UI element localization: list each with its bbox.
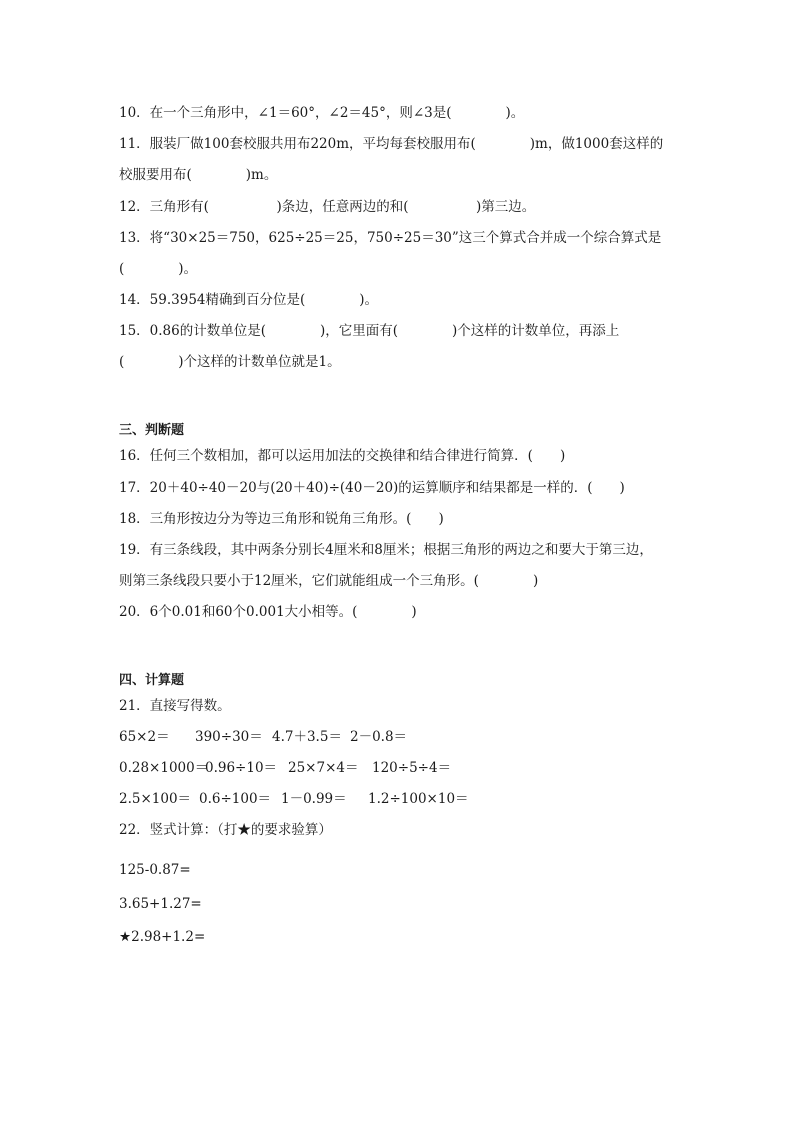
question-15-line-2: ( )个这样的计数单位就是1。 [119, 354, 341, 370]
question-19-line-1: 19．有三条线段，其中两条分别长4厘米和8厘米；根据三角形的两边之和要大于第三边， [119, 542, 653, 558]
question-13-line-2: ( )。 [119, 261, 198, 277]
calc-item: 2－0.8＝ [350, 729, 408, 745]
calc-item: 390÷30＝ [195, 729, 263, 745]
mental-calc-row-1 [119, 728, 519, 746]
question-16: 16．任何三个数相加，都可以运用加法的交换律和结合律进行简算．( ) [119, 448, 566, 464]
vertical-calc-2: 3.65+1.27= [119, 896, 202, 912]
calc-item: 65×2＝ [119, 729, 170, 745]
question-14: 14．59.3954精确到百分位是( )。 [119, 292, 379, 308]
calc-item: 2.5×100＝ [119, 791, 192, 807]
question-19-line-2: 则第三条线段只要小于12厘米，它们就能组成一个三角形。( ) [119, 573, 539, 589]
question-21: 21．直接写得数。 [119, 698, 231, 714]
calc-item: 25×7×4＝ [288, 760, 359, 776]
question-13-line-1: 13．将“30×25＝750，625÷25＝25，750÷25＝30”这三个算式合并成一个综合算式是 [119, 230, 662, 246]
mental-calc-row-3 [119, 790, 519, 808]
question-17: 17．20＋40÷40－20与(20＋40)÷(40－20)的运算顺序和结果都是一样的．( ) [119, 480, 625, 496]
vertical-calc-3: ★2.98+1.2= [119, 929, 206, 945]
calc-item: 0.28×1000＝ [119, 760, 209, 776]
question-15-line-1: 15．0.86的计数单位是( )，它里面有( )个这样的计数单位，再添上 [119, 323, 620, 339]
section-4-title: 四、计算题 [119, 673, 185, 688]
question-18: 18．三角形按边分为等边三角形和锐角三角形。( ) [119, 511, 444, 527]
calc-item: 120÷5÷4＝ [372, 760, 452, 776]
calc-item: 0.6÷100＝ [199, 791, 272, 807]
vertical-calc-1: 125-0.87= [119, 862, 191, 878]
question-11-line-2: 校服要用布( )m。 [119, 167, 278, 183]
question-22: 22．竖式计算：（打★的要求验算） [119, 822, 332, 838]
calc-item: 1.2÷100×10＝ [368, 791, 469, 807]
question-12: 12．三角形有( )条边，任意两边的和( )第三边。 [119, 199, 536, 215]
mental-calc-row-2 [119, 759, 519, 777]
question-20: 20．6个0.01和60个0.001大小相等。( ) [119, 604, 417, 620]
section-3-title: 三、判断题 [119, 423, 185, 438]
question-10: 10．在一个三角形中，∠1＝60°，∠2＝45°，则∠3是( )。 [119, 105, 525, 121]
calc-item: 0.96÷10＝ [205, 760, 278, 776]
question-11-line-1: 11．服装厂做100套校服共用布220m，平均每套校服用布( )m，做1000套这样的 [119, 136, 664, 152]
calc-item: 4.7＋3.5＝ [272, 729, 342, 745]
calc-item: 1－0.99＝ [281, 791, 347, 807]
